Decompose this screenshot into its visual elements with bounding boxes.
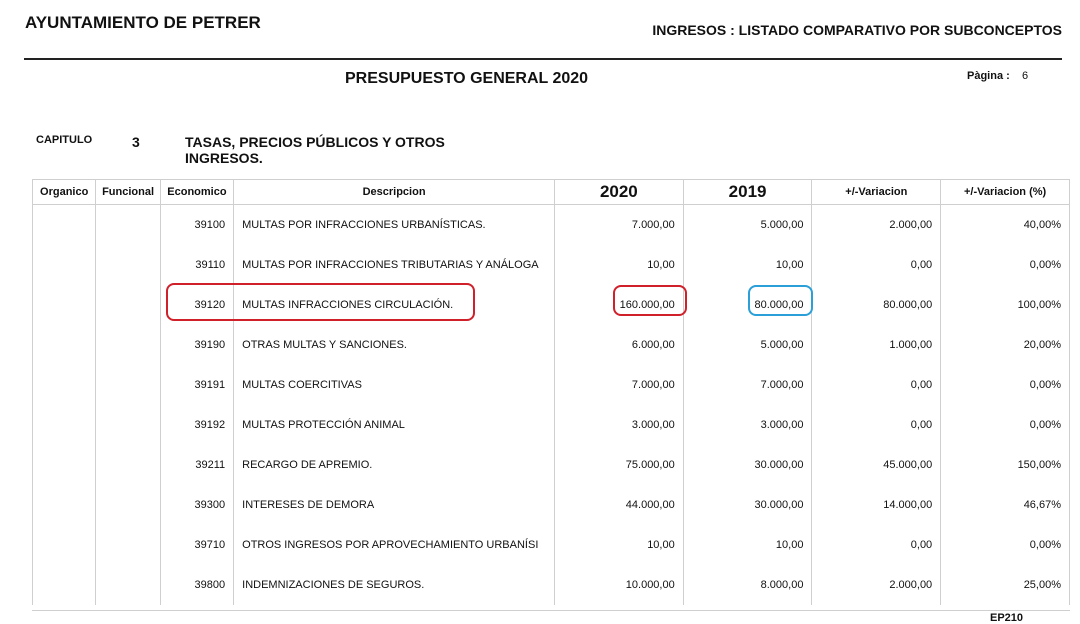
descripcion-cell: MULTAS INFRACCIONES CIRCULACIÓN.	[234, 285, 555, 325]
value-2020-cell: 10,00	[554, 245, 683, 285]
column-header-organico: Organico	[33, 180, 96, 205]
variacion-cell: 14.000,00	[812, 485, 941, 525]
descripcion-cell: MULTAS POR INFRACCIONES URBANÍSTICAS.	[234, 205, 555, 246]
variacion-cell: 0,00	[812, 405, 941, 445]
funcional-cell	[96, 485, 160, 525]
funcional-cell	[96, 285, 160, 325]
variacion-pct-cell: 25,00%	[941, 565, 1070, 605]
variacion-pct-cell: 150,00%	[941, 445, 1070, 485]
descripcion-cell: MULTAS COERCITIVAS	[234, 365, 555, 405]
economico-cell: 39100	[160, 205, 233, 246]
chapter-label: CAPITULO	[36, 134, 93, 146]
column-header-variacion-pct: +/-Variacion (%)	[941, 180, 1070, 205]
organico-cell	[33, 525, 96, 565]
variacion-pct-cell: 20,00%	[941, 325, 1070, 365]
variacion-pct-cell: 0,00%	[941, 405, 1070, 445]
organization-name: AYUNTAMIENTO DE PETRER	[25, 13, 261, 32]
economico-cell: 39300	[160, 485, 233, 525]
organico-cell	[33, 365, 96, 405]
economico-cell: 39710	[160, 525, 233, 565]
descripcion-cell: INDEMNIZACIONES DE SEGUROS.	[234, 565, 555, 605]
chapter-title: TASAS, PRECIOS PÚBLICOS Y OTROS INGRESOS.	[185, 134, 445, 166]
economico-cell: 39192	[160, 405, 233, 445]
value-2019-cell: 30.000,00	[683, 485, 812, 525]
organico-cell	[33, 325, 96, 365]
table-row	[33, 325, 1070, 365]
value-2019-cell: 5.000,00	[683, 325, 812, 365]
variacion-cell: 1.000,00	[812, 325, 941, 365]
table-row	[33, 525, 1070, 565]
value-2019-cell: 8.000,00	[683, 565, 812, 605]
table-bottom-divider	[32, 610, 1070, 611]
economico-cell: 39211	[160, 445, 233, 485]
funcional-cell	[96, 365, 160, 405]
variacion-cell: 2.000,00	[812, 565, 941, 605]
organico-cell	[33, 285, 96, 325]
variacion-cell: 80.000,00	[812, 285, 941, 325]
variacion-cell: 0,00	[812, 525, 941, 565]
column-header-descripcion: Descripcion	[234, 180, 555, 205]
value-2019-cell: 3.000,00	[683, 405, 812, 445]
economico-cell: 39191	[160, 365, 233, 405]
page-number: 6	[1022, 70, 1029, 82]
table-row	[33, 245, 1070, 285]
income-comparison-table	[32, 179, 1070, 605]
descripcion-cell: OTROS INGRESOS POR APROVECHAMIENTO URBANÍSI	[234, 525, 555, 565]
value-2019-cell: 80.000,00	[683, 285, 812, 325]
table-row	[33, 365, 1070, 405]
page-label: Pàgina :	[967, 70, 1010, 82]
value-2019-cell: 10,00	[683, 525, 812, 565]
value-2020-cell: 6.000,00	[554, 325, 683, 365]
table-row	[33, 445, 1070, 485]
column-header-2019: 2019	[683, 180, 812, 205]
table-row	[33, 285, 1070, 325]
header-divider	[24, 58, 1062, 60]
value-2020-cell: 44.000,00	[554, 485, 683, 525]
economico-cell: 39800	[160, 565, 233, 605]
variacion-pct-cell: 40,00%	[941, 205, 1070, 246]
economico-cell: 39190	[160, 325, 233, 365]
value-2020-cell: 7.000,00	[554, 365, 683, 405]
descripcion-cell: OTRAS MULTAS Y SANCIONES.	[234, 325, 555, 365]
table-row	[33, 205, 1070, 246]
table-body	[33, 205, 1070, 606]
variacion-pct-cell: 0,00%	[941, 525, 1070, 565]
organico-cell	[33, 485, 96, 525]
value-2019-cell: 5.000,00	[683, 205, 812, 246]
variacion-pct-cell: 0,00%	[941, 365, 1070, 405]
organico-cell	[33, 405, 96, 445]
funcional-cell	[96, 245, 160, 285]
chapter-number: 3	[132, 134, 140, 150]
value-2020-cell: 3.000,00	[554, 405, 683, 445]
column-header-2020: 2020	[554, 180, 683, 205]
funcional-cell	[96, 405, 160, 445]
organico-cell	[33, 245, 96, 285]
funcional-cell	[96, 325, 160, 365]
column-header-economico: Economico	[160, 180, 233, 205]
descripcion-cell: MULTAS PROTECCIÓN ANIMAL	[234, 405, 555, 445]
funcional-cell	[96, 565, 160, 605]
descripcion-cell: RECARGO DE APREMIO.	[234, 445, 555, 485]
value-2019-cell: 30.000,00	[683, 445, 812, 485]
organico-cell	[33, 445, 96, 485]
budget-title: PRESUPUESTO GENERAL 2020	[345, 70, 589, 87]
variacion-cell: 0,00	[812, 365, 941, 405]
variacion-pct-cell: 0,00%	[941, 245, 1070, 285]
descripcion-cell: MULTAS POR INFRACCIONES TRIBUTARIAS Y ANÁLOGA	[234, 245, 555, 285]
funcional-cell	[96, 525, 160, 565]
value-2019-cell: 10,00	[683, 245, 812, 285]
value-2020-cell: 160.000,00	[554, 285, 683, 325]
variacion-cell: 2.000,00	[812, 205, 941, 246]
organico-cell	[33, 565, 96, 605]
column-header-funcional: Funcional	[96, 180, 160, 205]
column-header-variacion: +/-Variacion	[812, 180, 941, 205]
value-2020-cell: 10.000,00	[554, 565, 683, 605]
funcional-cell	[96, 445, 160, 485]
economico-cell: 39120	[160, 285, 233, 325]
organico-cell	[33, 205, 96, 246]
funcional-cell	[96, 205, 160, 246]
descripcion-cell: INTERESES DE DEMORA	[234, 485, 555, 525]
value-2020-cell: 7.000,00	[554, 205, 683, 246]
value-2019-cell: 7.000,00	[683, 365, 812, 405]
table-header-row	[33, 180, 1070, 205]
report-title: INGRESOS : LISTADO COMPARATIVO POR SUBCONCEPTOS	[652, 22, 1062, 38]
value-2020-cell: 10,00	[554, 525, 683, 565]
variacion-cell: 0,00	[812, 245, 941, 285]
variacion-pct-cell: 46,67%	[941, 485, 1070, 525]
economico-cell: 39110	[160, 245, 233, 285]
table-row	[33, 565, 1070, 605]
value-2020-cell: 75.000,00	[554, 445, 683, 485]
variacion-cell: 45.000,00	[812, 445, 941, 485]
variacion-pct-cell: 100,00%	[941, 285, 1070, 325]
table-row	[33, 405, 1070, 445]
table-row	[33, 485, 1070, 525]
footer-code: EP210	[990, 612, 1024, 624]
